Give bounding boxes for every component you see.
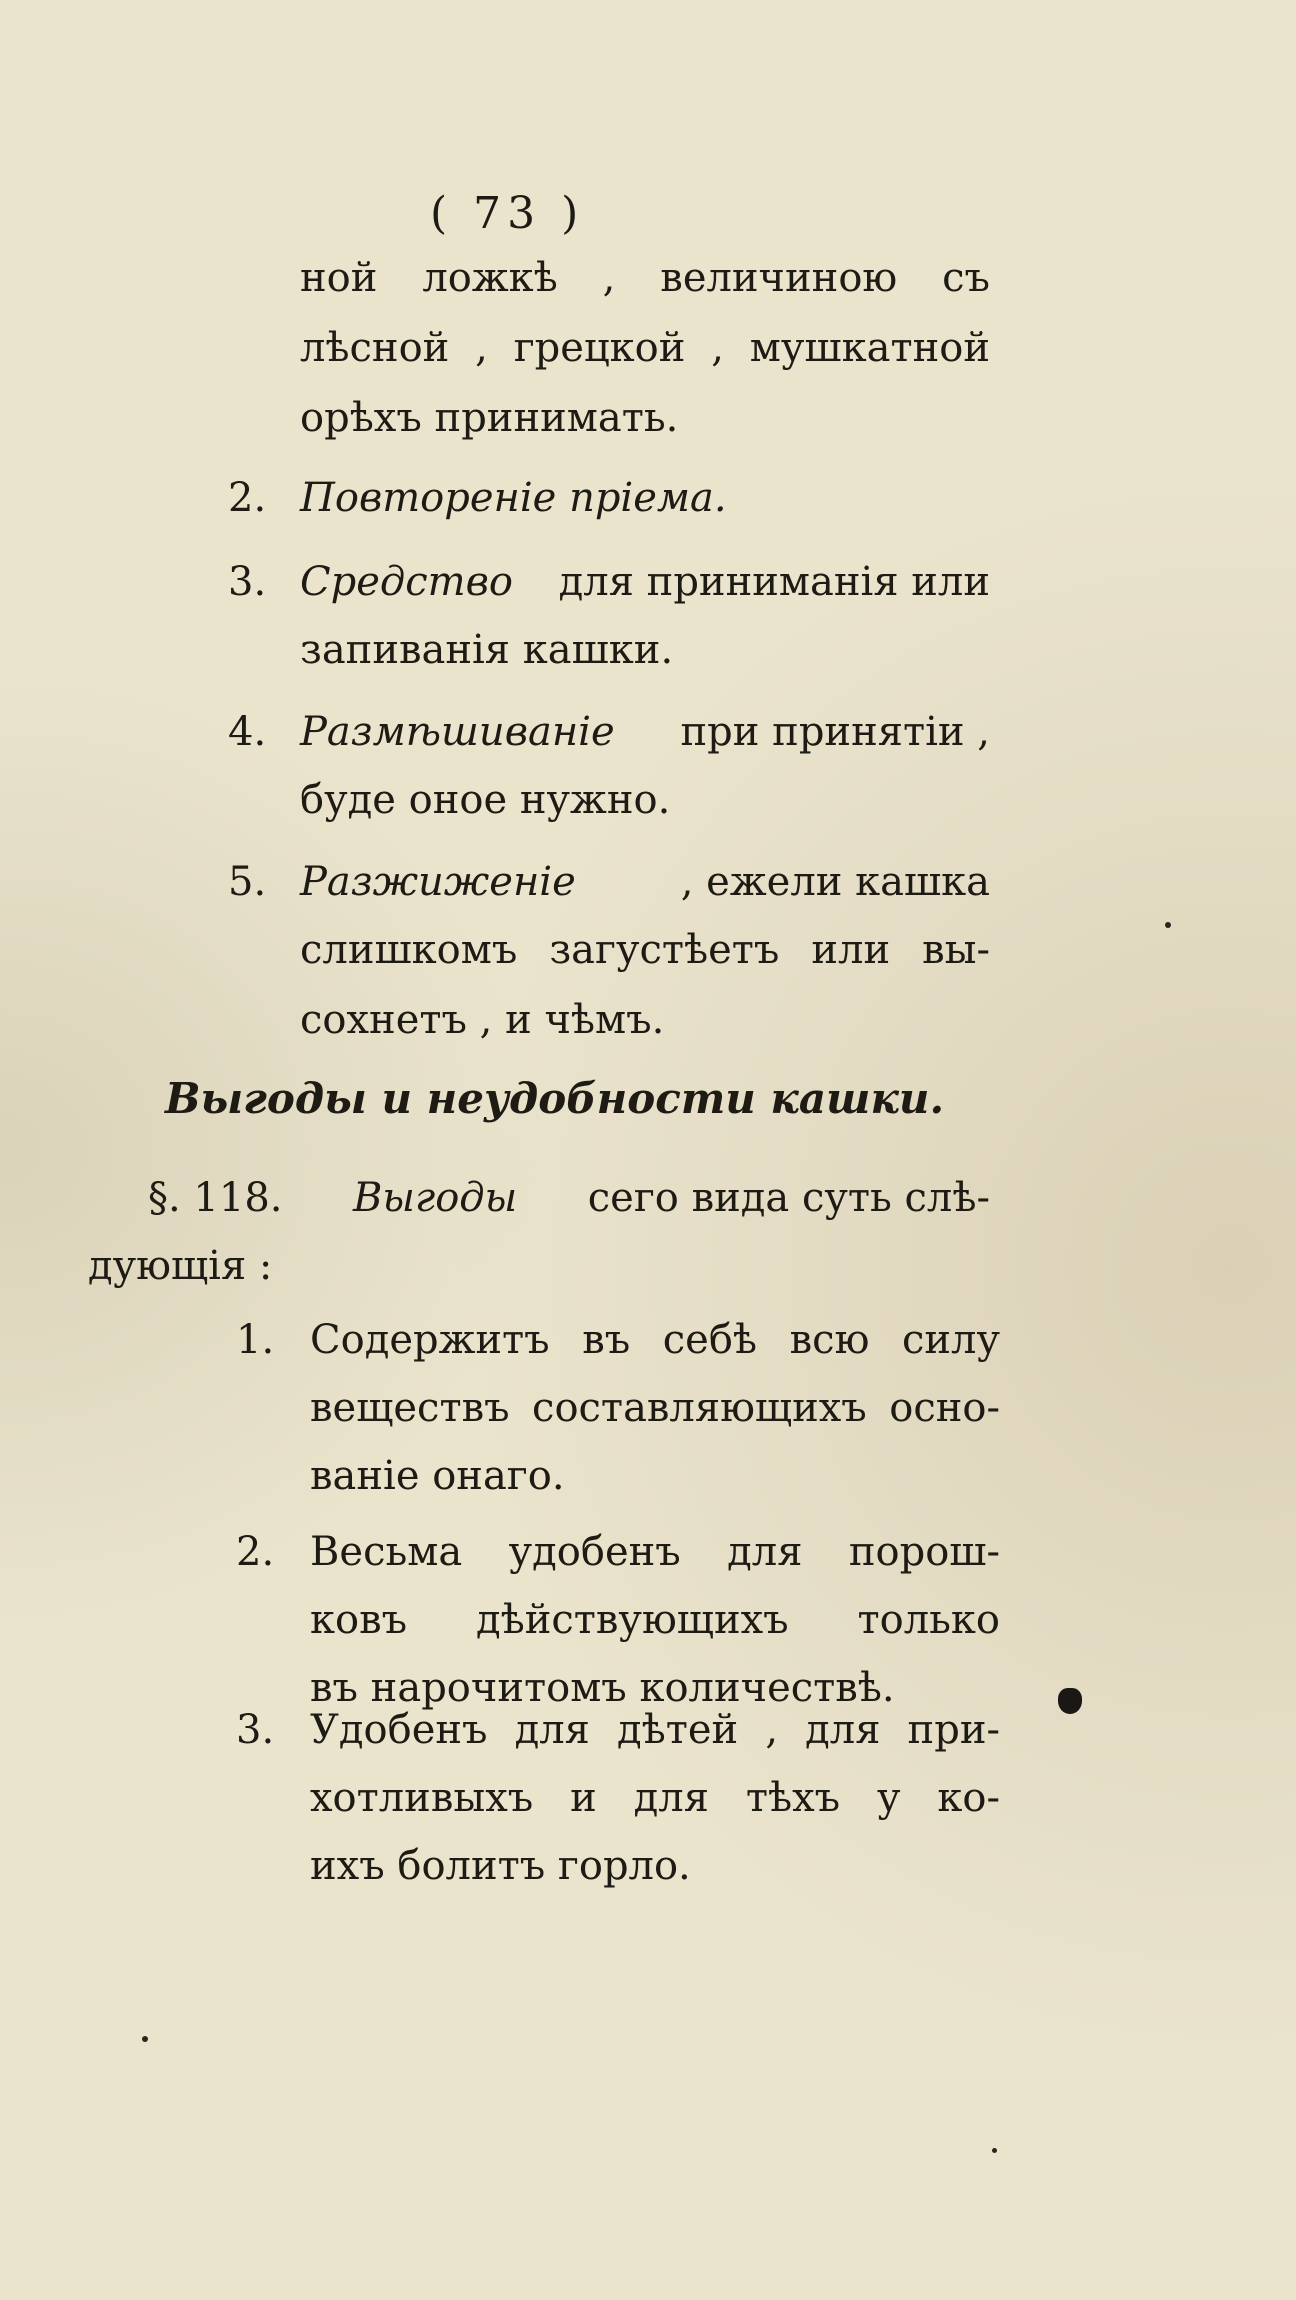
item-line: Удобенъ для дѣтей , для при- <box>310 1707 1000 1753</box>
item-line: ковъ дѣйствующихъ только <box>310 1597 1000 1643</box>
text-line: орѣхъ принимать. <box>300 395 679 441</box>
item-number: 1. <box>236 1317 275 1363</box>
paragraph-text: сего вида суть слѣ- <box>587 1175 990 1221</box>
item-first-line <box>300 859 990 905</box>
item-text: для приниманія или <box>558 559 990 605</box>
item-line: Содержитъ въ себѣ всю силу <box>310 1317 1000 1363</box>
item-italic-text: Разжиженіе <box>300 859 576 905</box>
item-italic-text: Средство <box>300 559 513 605</box>
section-heading: Выгоды и неудобности кашки. <box>165 1074 945 1123</box>
item-first-line <box>300 709 990 755</box>
paragraph-italic-text: Выгоды <box>353 1175 518 1221</box>
item-number: 4. <box>228 709 267 755</box>
item-number: 3. <box>228 559 267 605</box>
item-line: хотливыхъ и для тѣхъ у ко- <box>310 1775 1000 1821</box>
item-line: Весьма удобенъ для порош- <box>310 1529 1000 1575</box>
item-number: 2. <box>228 475 267 521</box>
item-line: ихъ болитъ горло. <box>310 1843 691 1889</box>
item-continuation: запиванія кашки. <box>300 627 674 673</box>
text-line: ной ложкѣ , величиною съ <box>300 255 990 301</box>
item-number: 3. <box>236 1707 275 1753</box>
paragraph-continuation: дующія : <box>88 1243 273 1289</box>
item-italic-text: Повтореніе пріема. <box>300 475 727 521</box>
item-line: веществъ составляющихъ осно- <box>310 1385 1000 1431</box>
ink-speck <box>992 2148 997 2153</box>
paragraph-first-line <box>148 1175 990 1221</box>
item-number: 2. <box>236 1529 275 1575</box>
ink-speck <box>1165 922 1171 928</box>
item-continuation: слишкомъ загустѣетъ или вы- <box>300 927 990 973</box>
ink-blot <box>1058 1688 1082 1714</box>
item-text: , ежели кашка <box>680 859 990 905</box>
item-line: въ нарочитомъ количествѣ. <box>310 1665 895 1711</box>
item-text: при принятіи , <box>680 709 990 755</box>
item-italic-text: Размѣшиваніе <box>300 709 615 755</box>
section-sign: §. 118. <box>148 1175 283 1221</box>
item-number: 5. <box>228 859 267 905</box>
text-line: лѣсной , грецкой , мушкатной <box>300 325 990 371</box>
item-line: ваніе онаго. <box>310 1453 565 1499</box>
ink-speck <box>142 2036 148 2042</box>
item-first-line <box>300 559 990 605</box>
item-continuation: буде оное нужно. <box>300 777 671 823</box>
page-number-header: ( 73 ) <box>430 188 585 239</box>
item-continuation: сохнетъ , и чѣмъ. <box>300 997 665 1043</box>
